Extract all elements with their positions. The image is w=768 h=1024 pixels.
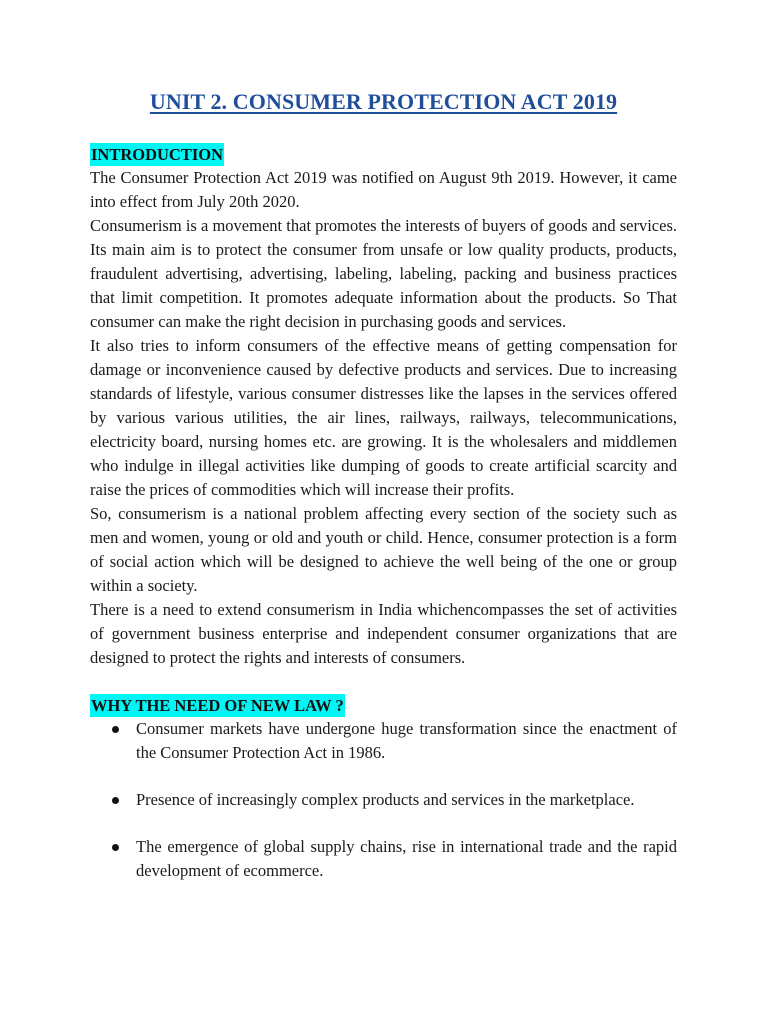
bullet-icon — [112, 726, 119, 733]
bullet-list — [90, 717, 677, 883]
introduction-section — [90, 143, 677, 670]
paragraph: It also tries to inform consumers of the effective means of getting compensation for damage or inconvenience caused by defective products and services. Due to increasing standards of lifestyle, various consumer distresses like the lapses in the services offered by various various utilities, the air lines, railways, railways, telecommunications, electricity board, nursing homes etc. are growing. It is the wholesalers and middlemen who indulge in illegal activities like dumping of goods to create artificial scarcity and raise the prices of commodities which will increase their profits. — [90, 336, 677, 499]
bullet-icon — [112, 797, 119, 804]
list-item-text: Consumer markets have undergone huge transformation since the enactment of the Consumer Protection Act in 1986. — [136, 719, 677, 762]
document-page — [90, 88, 677, 906]
list-item — [90, 835, 677, 883]
paragraph: The Consumer Protection Act 2019 was notified on August 9th 2019. However, it came into effect from July 20th 2020. — [90, 168, 677, 211]
bullet-icon — [112, 844, 119, 851]
section-spacer — [90, 670, 677, 694]
page-title: UNIT 2. CONSUMER PROTECTION ACT 2019 — [149, 89, 618, 114]
paragraph: There is a need to extend consumerism in India whichencompasses the set of activities of government business enterprise and independent consumer organizations that are designed to protect the rights and interests of consumers. — [90, 600, 677, 667]
introduction-heading: INTRODUCTION — [91, 145, 224, 164]
need-heading: WHY THE NEED OF NEW LAW ? — [91, 696, 344, 715]
need-section — [90, 694, 677, 883]
list-item — [90, 717, 677, 765]
list-item-text: Presence of increasingly complex products and services in the marketplace. — [136, 790, 635, 809]
list-item-text: The emergence of global supply chains, rise in international trade and the rapid development of ecommerce. — [136, 837, 677, 880]
list-item — [90, 788, 677, 812]
paragraph: Consumerism is a movement that promotes the interests of buyers of goods and services. Its main aim is to protect the consumer from unsafe or low quality products, products, fraudulent advertising, advertising, labeling, labeling, packing and business practices that limit competition. It promotes adequate information about the products. So That consumer can make the right decision in purchasing goods and services. — [90, 216, 677, 331]
paragraph: So, consumerism is a national problem affecting every section of the society such as men and women, young or old and youth or child. Hence, consumer protection is a form of social action which will be designed to achieve the well being of the one or group within a society. — [90, 504, 677, 595]
